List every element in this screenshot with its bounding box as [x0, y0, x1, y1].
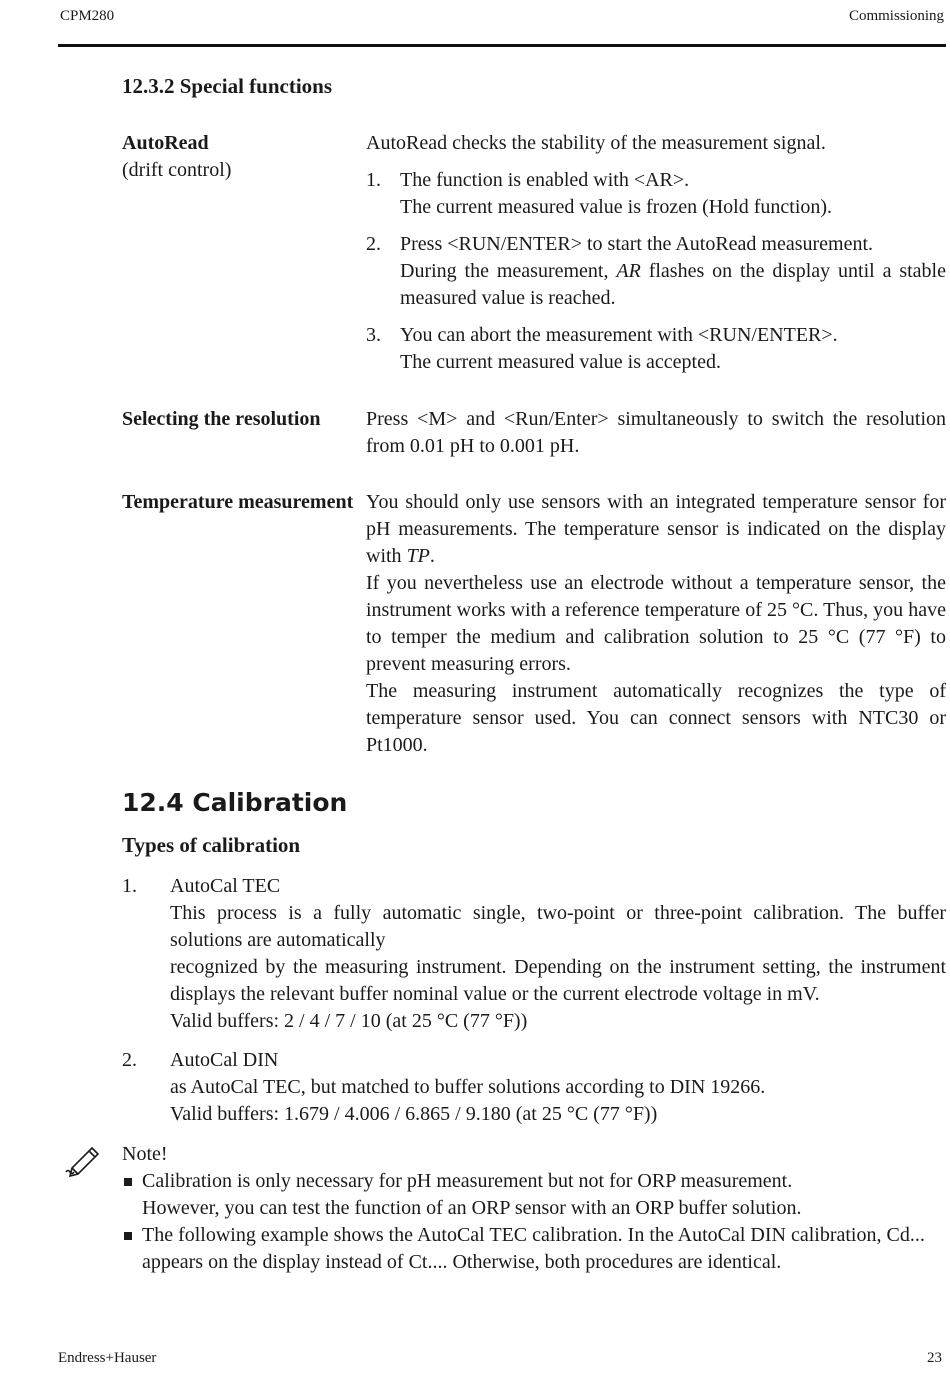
item-name: AutoCal TEC [170, 875, 281, 897]
list-item [366, 231, 946, 312]
item-text: Valid buffers: 2 / 4 / 7 / 10 (at 25 °C (77 °F)) [170, 1010, 528, 1032]
label-resolution [122, 406, 358, 433]
step-number: 2. [366, 233, 381, 255]
list-item [366, 167, 946, 221]
item-number: 1. [122, 875, 137, 897]
section-title-calibration: 12.4 Calibration [122, 788, 348, 817]
text-run: . [429, 545, 435, 567]
list-item [122, 873, 946, 1035]
footer-page-number: 23 [927, 1350, 942, 1366]
note-bullet [122, 1222, 946, 1276]
temperature-p1 [366, 489, 946, 570]
label-temperature [122, 489, 354, 516]
label-autoread-title: AutoRead [122, 132, 209, 154]
running-header [60, 6, 944, 28]
header-chapter: Commissioning [848, 8, 944, 24]
note-bullet [122, 1168, 946, 1222]
note-text: Calibration is only necessary for pH measurement but not for ORP measurement. [142, 1170, 793, 1192]
autoread-intro: AutoRead checks the stability of the measurement signal. [366, 132, 826, 154]
text-emphasis: TP [406, 545, 430, 567]
bullet-square [124, 1178, 132, 1186]
temperature-p2: If you nevertheless use an electrode without a temperature sensor, the instrument works with a reference temperature of 25 °C. Thus, you have to temper the medium and calibration solution to 25 °C (77 °F) to prevent measuring errors. [366, 572, 946, 675]
step-line: The current measured value is frozen (Hold function). [400, 196, 833, 218]
step-line: You can abort the measurement with <RUN/ENTER>. [400, 324, 838, 346]
pencil-note-icon [62, 1142, 102, 1182]
label-temperature-title: Temperature measurement [122, 491, 354, 513]
autoread-steps [366, 167, 946, 376]
step-emphasis: AR [616, 260, 641, 282]
text-run: You should only use sensors with an integrated temperature sensor for pH measurements. The temperature sensor is indicated on the display with [366, 491, 946, 567]
resolution-body [366, 406, 946, 460]
step-line: The function is enabled with <AR>. [400, 169, 690, 191]
bullet-square [124, 1232, 132, 1240]
list-item [122, 1047, 946, 1128]
step-number: 3. [366, 324, 381, 346]
item-name: AutoCal DIN [170, 1049, 279, 1071]
note-text: The following example shows the AutoCal TEC calibration. In the AutoCal DIN calibration, Cd... appears on the display instead of Ct.... Otherwise, both procedures are identical. [142, 1224, 925, 1273]
calibration-types-list [122, 873, 946, 1128]
label-autoread-sub: (drift control) [122, 159, 232, 181]
note-box [122, 1141, 946, 1276]
temperature-p3: The measuring instrument automatically recognizes the type of temperature sensor used. You can connect sensors with NTC30 or Pt1000. [366, 680, 946, 756]
label-resolution-title: Selecting the resolution [122, 408, 321, 430]
step-line: Press <RUN/ENTER> to start the AutoRead measurement. [400, 233, 874, 255]
step-number: 1. [366, 169, 381, 191]
note-title: Note! [122, 1143, 168, 1165]
label-autoread [122, 130, 358, 184]
item-text: This process is a fully automatic single, two-point or three-point calibration. The buffer solutions are automatically [170, 902, 946, 951]
subtitle-types-of-calibration: Types of calibration [122, 833, 301, 857]
section-title-special-functions: 12.3.2 Special functions [122, 74, 333, 98]
step-line: During the measurement, [400, 260, 617, 282]
item-number: 2. [122, 1049, 137, 1071]
item-text: as AutoCal TEC, but matched to buffer solutions according to DIN 19266. [170, 1076, 766, 1098]
header-product: CPM280 [60, 8, 115, 24]
temperature-body [366, 489, 946, 759]
header-rule [58, 44, 946, 47]
item-text: recognized by the measuring instrument. Depending on the instrument setting, the instrument displays the relevant buffer nominal value or the current electrode voltage in mV. [170, 956, 946, 1005]
resolution-text: Press <M> and <Run/Enter> simultaneously to switch the resolution from 0.01 pH to 0.001 pH. [366, 408, 946, 457]
list-item [366, 322, 946, 376]
autoread-body [366, 130, 946, 376]
item-text: Valid buffers: 1.679 / 4.006 / 6.865 / 9.180 (at 25 °C (77 °F)) [170, 1103, 658, 1125]
step-line: The current measured value is accepted. [400, 351, 721, 373]
footer-publisher: Endress+Hauser [58, 1350, 157, 1366]
step-line: flashes on the display until a stable measured value is reached. [400, 260, 946, 309]
note-text: However, you can test the function of an ORP sensor with an ORP buffer solution. [142, 1197, 802, 1219]
